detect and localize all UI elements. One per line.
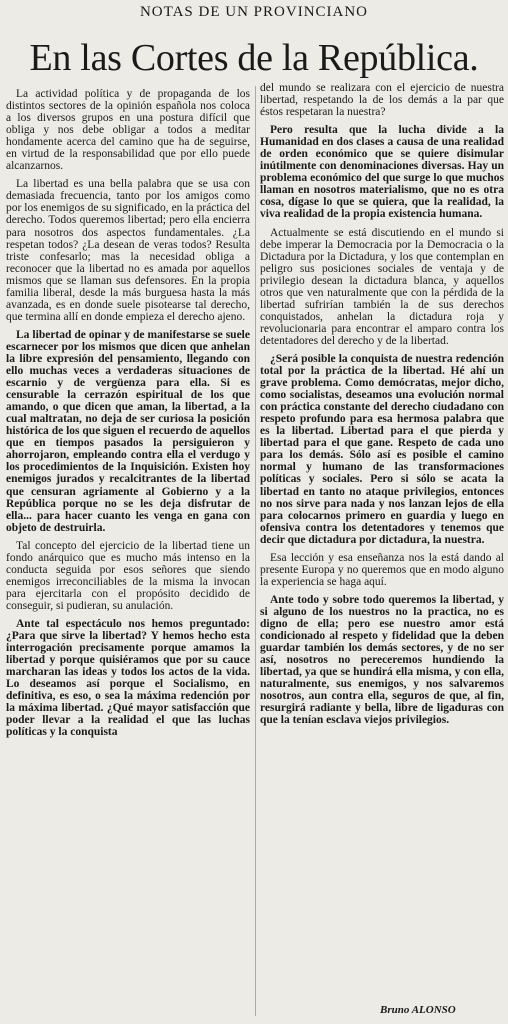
column-divider [255, 86, 256, 1016]
paragraph: La libertad de opinar y de manifestarse se suele escarnecer por los mismos que dicen que anhelan la libre expresión del pensamiento, llegando con ello muchas veces a verdaderas situaciones de escarnio y de vergüenza para ella. Si es censurable la cerrazón espiritual de los que amando, o que dicen que aman, la libertad, a la cual maltratan, no deja de ser curiosa la posición histórica de los que siguen el recuerdo de aquellos que en tiempos pasados la persiguieron y ahorrojaron, empleando contra ella el verdugo y los procedimientos de la Inquisición. Existen hoy enemigos jurados y recalcitrantes de la libertad que censuran agriamente al Gobierno y a la República porque no se les deja disfrutar de ella... para hacer cuanto les venga en gana con objeto de destruirla. [6, 328, 250, 534]
section-heading: NOTAS DE UN PROVINCIANO [139, 4, 369, 20]
article-title: En las Cortes de la República. [29, 37, 479, 79]
paragraph: La actividad política y de propaganda de los distintos sectores de la opinión española nos coloca a los diversos grupos en una postura difícil que obliga y nos debe obligar a todos a meditar hondamente acerca del camino que ha de seguirse, en virtud de la responsabilidad que por ello puede alcanzarnos. [6, 88, 250, 173]
article-column-right [260, 82, 504, 1012]
paragraph: Pero resulta que la lucha divide a la Humanidad en dos clases a causa de una realidad de orden económico que se quiere disimular inútilmente con denominaciones diversas. Hay un problema económico del que surge lo que muchos llaman en nosotros materialismo, que no es otra cosa, dígase lo que se quiera, que la realidad, la viva realidad de la propia existencia humana. [260, 124, 504, 221]
paragraph: Tal concepto del ejercicio de la libertad tiene un fondo anárquico que es mucho más intenso en la conducta seguida por esos señores que siendo enemigos irreconciliables de la misma la invocan para ejercitarla con el propósito decidido de conseguir, si pudieran, su anulación. [6, 539, 250, 612]
paragraph: Actualmente se está discutiendo en el mundo si debe imperar la Democracia por la Democracia o la Dictadura por la Dictadura, y los que contemplan en peligro sus posiciones sociales de ventaja y de privilegio desean la dictadura blanca, y aquellos otros que ven naturalmente que con la pérdida de la libertad sufrirían también la de sus derechos conquistados, anhelan la dictadura roja y revolucionaria para encontrar el amparo contra los detentadores del derecho y de la libertad. [260, 226, 504, 347]
paragraph: del mundo se realizara con el ejercicio de nuestra libertad, respetando la de los demás a la par que éstos respetaran la nuestra? [260, 82, 504, 119]
paragraph: Ante tal espectáculo nos hemos preguntado: ¿Para que sirve la libertad? Y hemos hecho esta interrogación precisamente porque amamos la libertad y porque quisiéramos que por su cauce marcharan las ideas y todos los actos de la vida. Lo deseamos así porque el Socialismo, en definitiva, es eso, o sea la máxima redención por la máxima libertad. ¿Qué mayor satisfacción que poder llevar a la realidad el que las luchas políticas y la conquista [6, 617, 250, 739]
article-column-left [6, 88, 250, 1018]
paragraph: ¿Será posible la conquista de nuestra redención total por la práctica de la libertad. Hé ahí un grave problema. Como demócratas, mejor dicho, como socialistas, deseamos una evolución normal con práctica constante del derecho ciudadano con respeto profundo para esa hermosa palabra que es la libertad. Libertad para el que pierda y libertad para el que gane. Respeto de cada uno para los demás. Sólo así es posible el camino normal y humano de las transformaciones políticas y sociales. Pero si sólo se acata la libertad en tanto no ataque privilegios, entonces no nos sirve para nada y nos lanzan lejos de ella para colocarnos primero en guardia y luego en ofensiva contra los detentadores y tenemos que decir que dictadura por dictadura, la nuestra. [260, 352, 504, 546]
paragraph: Esa lección y esa enseñanza nos la está dando al presente Europa y no queremos que en modo alguno la experiencia se haga aquí. [260, 551, 504, 588]
author-signature: Bruno ALONSO [380, 1004, 456, 1016]
paragraph: La libertad es una bella palabra que se usa con demasiada frecuencia, tanto por los amigos como por los enemigos de su significado, en la práctica del derecho. Todos queremos libertad; pero ella encierra para nosotros dos aspectos fundamentales. ¿La respetan todos? ¿La desean de veras todos? Resulta triste confesarlo; mas la necesidad obliga a reconocer que la libertad no es amada por aquellos mismos que se llaman sus defensores. En la propia familia liberal, desde la más burguesa hasta la más avanzada, es en donde suele pisotearse tal derecho, que termina allí en donde empieza el derecho ajeno. [6, 178, 250, 323]
paragraph: Ante todo y sobre todo queremos la libertad, y si alguno de los nuestros no la practica, no es digno de ella; pero ese nuestro amor está condicionado al respeto y fidelidad que la deben guardar también los demás sectores, y de no ser así, nosotros no pereceremos hundiendo la libertad, ya que se hundirá ella misma, y con ella, naturalmente, sus enemigos, y nos salvaremos nosotros, aun contra ella, seguros de que, al fin, resurgirá radiante y bella, libre de ligaduras con que la tenían esclava viejos privilegios. [260, 593, 504, 727]
